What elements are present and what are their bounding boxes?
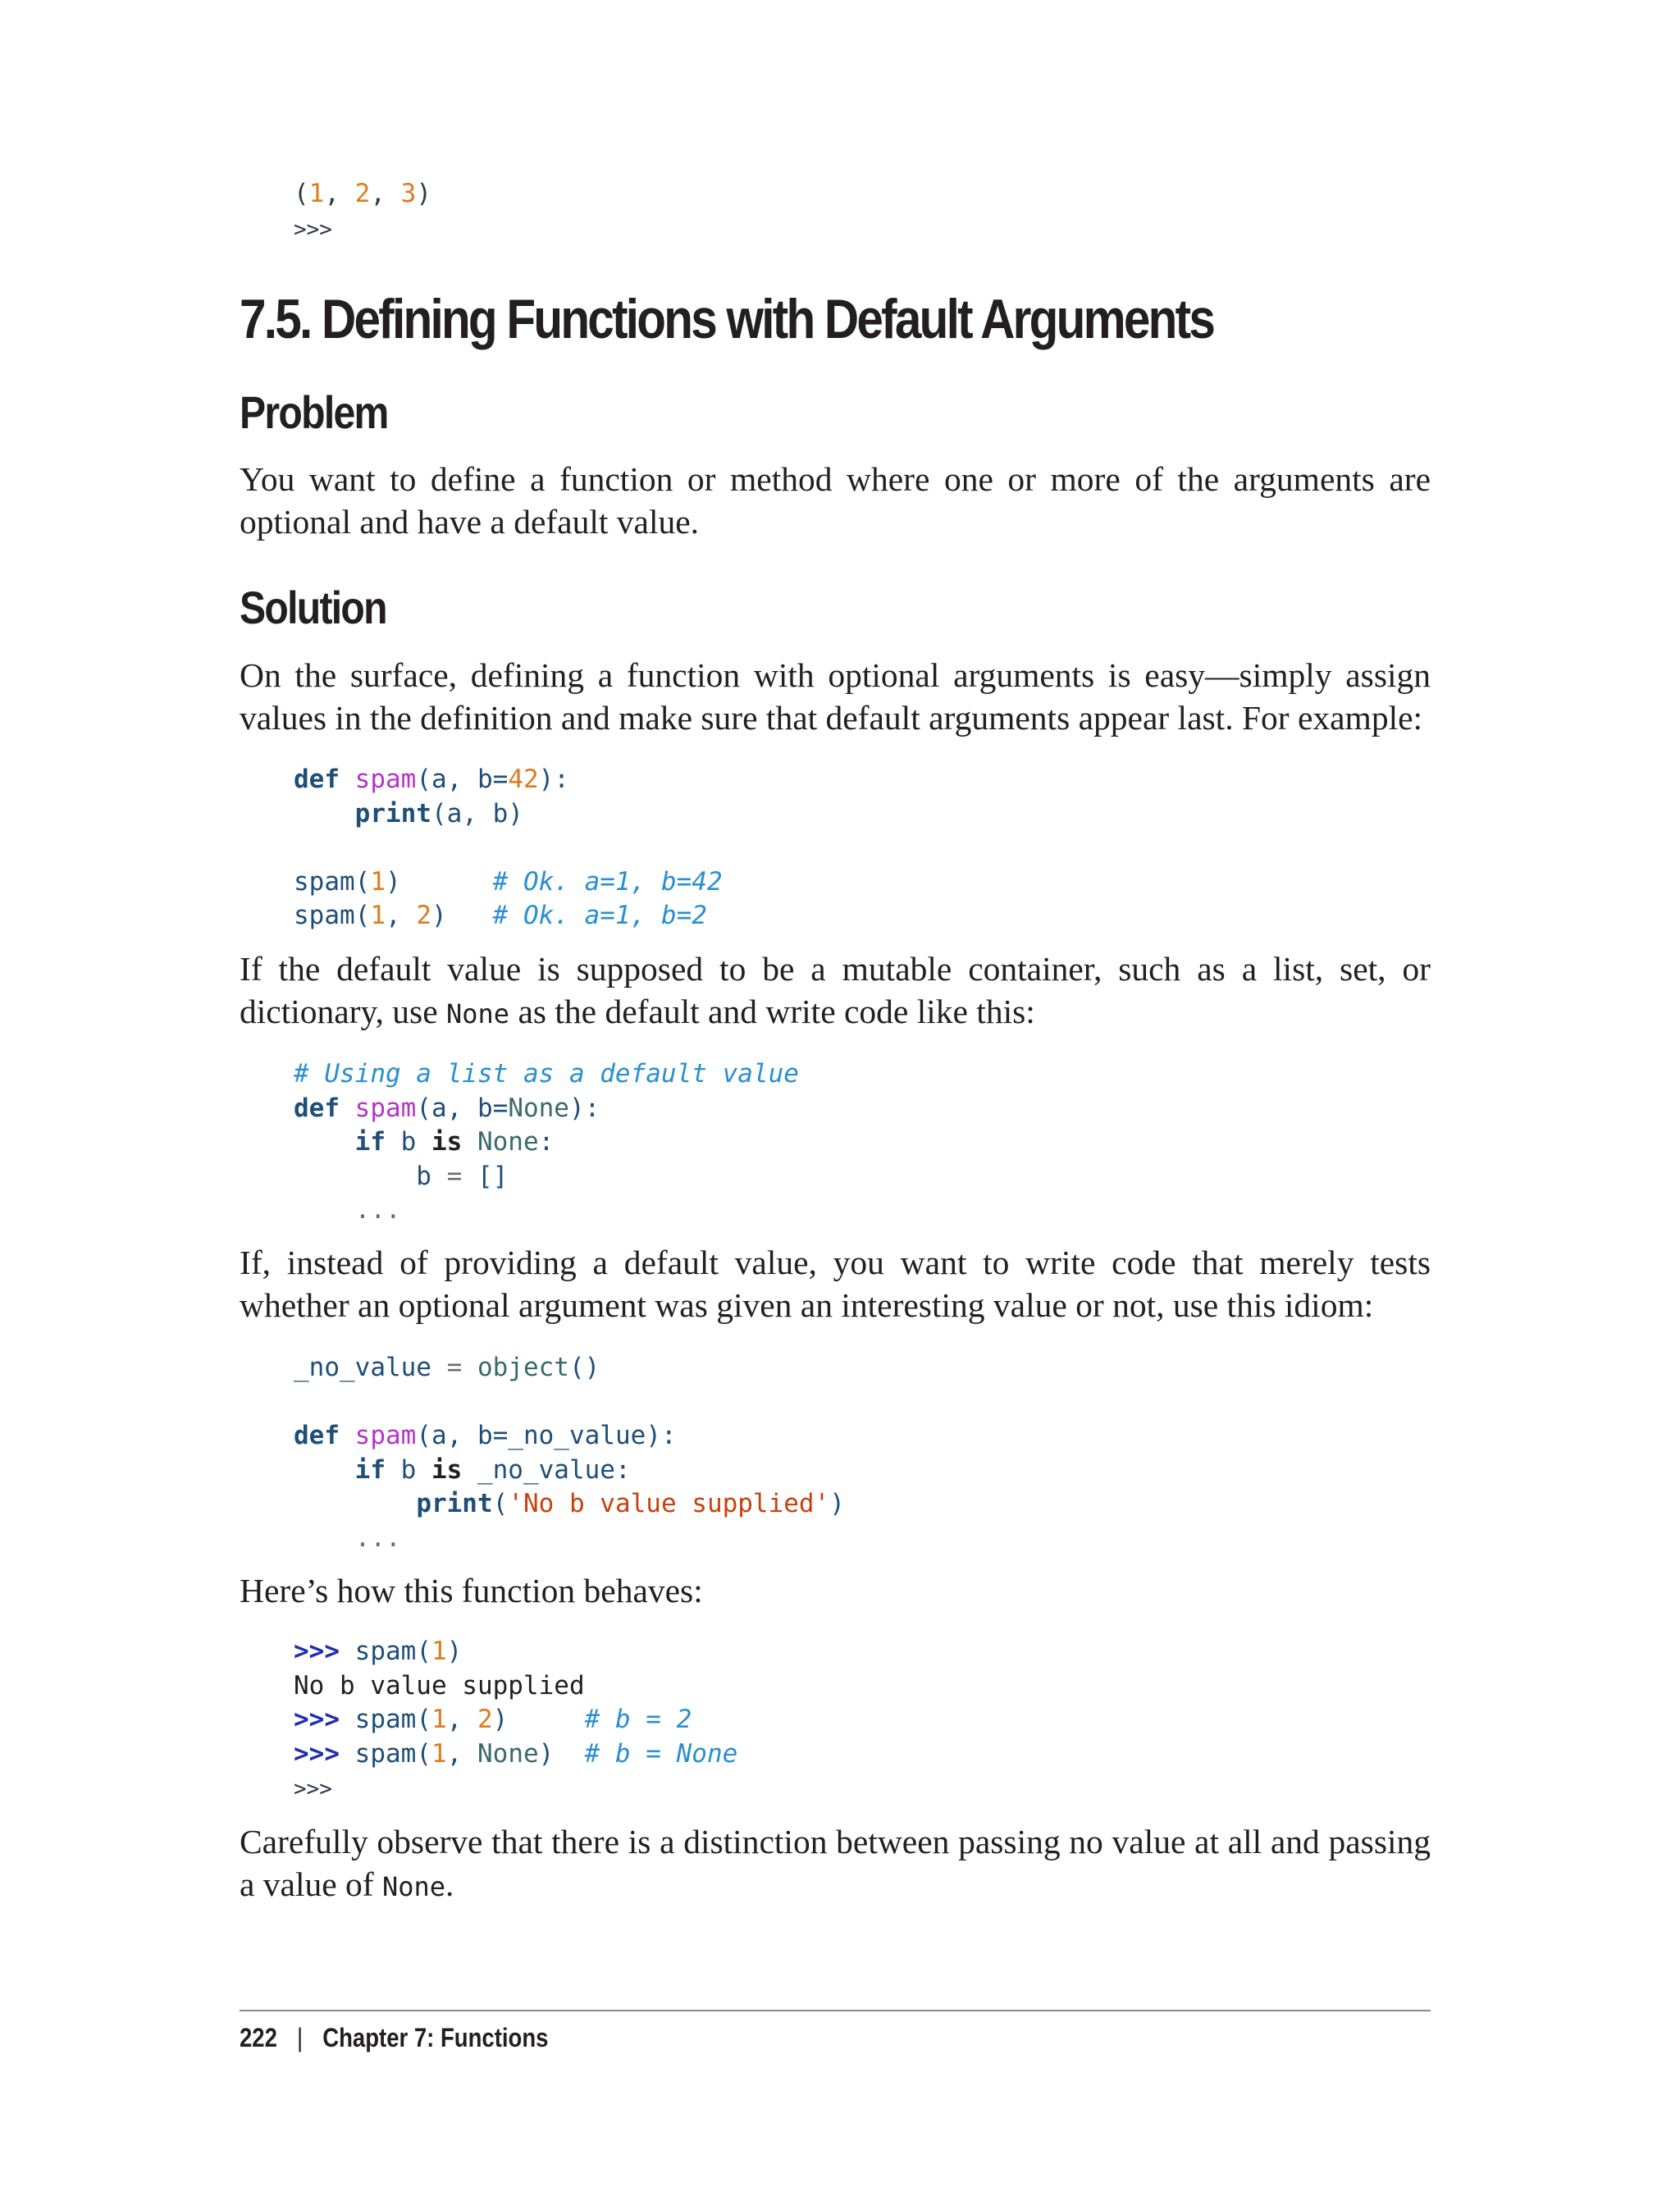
code-token: (a, b): [431, 798, 523, 829]
code-comment: # Using a list as a default value: [294, 1059, 799, 1089]
code-token: 3: [400, 179, 417, 208]
code-token: (: [416, 1637, 431, 1666]
code-token: spam: [294, 866, 355, 897]
code-string: 'No b value supplied': [508, 1489, 830, 1518]
code-token: None: [508, 1093, 569, 1123]
code-line: [294, 1635, 737, 1669]
code-token: None: [477, 1127, 539, 1157]
code-token: 1: [431, 1637, 447, 1666]
code-token: [462, 1353, 477, 1382]
code-line: [294, 797, 723, 832]
code-line: [294, 212, 431, 246]
code-prompt: >>>: [294, 1777, 332, 1801]
code-token: (: [354, 901, 371, 930]
code-token: ): [829, 1489, 845, 1518]
code-token: ,: [386, 901, 417, 930]
code-block-sentinel: [294, 1351, 845, 1555]
code-token: ,: [370, 179, 401, 208]
code-ellipsis: ...: [294, 1522, 401, 1553]
code-prompt: >>>: [294, 1738, 340, 1769]
problem-heading: Problem: [240, 386, 388, 438]
idiom-paragraph: If, instead of providing a default value, you want to write code that merely tests whether an optional argument was given an interesting value or not, use this idiom:: [240, 1244, 1431, 1324]
behaves-paragraph: Here’s how this function behaves:: [240, 1572, 703, 1609]
code-token: spam: [354, 1421, 417, 1450]
code-token: ):: [538, 765, 569, 794]
code-token: [340, 1739, 355, 1769]
code-token: def: [294, 765, 340, 794]
code-token: ,: [446, 1705, 477, 1734]
code-token: ,: [324, 179, 355, 208]
code-line: [294, 1669, 737, 1704]
code-token: 1: [308, 179, 325, 208]
problem-text: You want to define a function or method where one or more of the arguments are optional and have a default value.: [240, 460, 1431, 541]
code-line: [294, 1737, 737, 1772]
code-token: spam: [294, 901, 355, 930]
footer-rule: [240, 2010, 1431, 2011]
code-token: [462, 1127, 477, 1157]
code-token: (: [492, 1489, 509, 1518]
code-token: 2: [477, 1705, 493, 1734]
code-token: 1: [431, 1738, 447, 1769]
code-token: print: [416, 1489, 493, 1518]
code-line: [294, 865, 723, 900]
code-token: =: [446, 1353, 463, 1382]
code-token: []: [462, 1161, 509, 1191]
observe-text-before: Carefully observe that there is a distinction between passing no value at all and passing a value of: [240, 1823, 1431, 1903]
code-token: 1: [370, 901, 386, 930]
code-token: (: [416, 1705, 431, 1734]
mutable-text-before: If the default value is supposed to be a mutable container, such as a list, set, or dictionary, use: [240, 950, 1431, 1030]
code-token: b: [294, 1161, 447, 1191]
code-line: [294, 1057, 799, 1092]
code-token: print: [354, 798, 431, 829]
code-line: [294, 1194, 799, 1228]
code-token: is: [431, 1127, 463, 1157]
page-number: 222: [240, 2023, 277, 2052]
code-comment: # Ok. a=1, b=42: [492, 866, 723, 897]
code-line: [294, 1703, 737, 1737]
code-line: [294, 1160, 799, 1194]
code-line: [294, 1454, 845, 1488]
mutable-text-after: as the default and write code like this:: [509, 993, 1035, 1030]
code-token: ):: [568, 1093, 600, 1123]
code-block-spam-default: [294, 763, 723, 934]
code-token: def: [294, 1093, 340, 1123]
code-token: ): [492, 1705, 585, 1734]
code-comment: # b = 2: [584, 1705, 692, 1734]
code-token: spam: [354, 1093, 417, 1123]
chapter-title: Chapter 7: Functions: [322, 2023, 549, 2052]
observe-paragraph: [240, 1820, 1431, 1908]
code-token: 1: [431, 1705, 447, 1734]
code-token: 2: [416, 901, 431, 930]
code-block-repl: [294, 1635, 737, 1806]
code-token: :: [538, 1127, 555, 1157]
solution-intro: On the surface, defining a function with optional arguments is easy—simply assign values in the definition and make sure that default arguments appear last. For example:: [240, 656, 1431, 737]
code-line-blank: [294, 831, 723, 865]
code-token: (a, b=: [416, 765, 509, 794]
code-output: No b value supplied: [294, 1670, 585, 1701]
code-token: [340, 1637, 355, 1666]
code-line: [294, 899, 723, 934]
code-token: (: [294, 179, 309, 208]
code-token: ): [386, 866, 493, 897]
code-line: [294, 1125, 799, 1160]
section-title: 7.5. Defining Functions with Default Arguments: [240, 288, 1214, 350]
code-token: def: [294, 1421, 340, 1450]
code-token: ): [538, 1738, 585, 1769]
code-token: [340, 1705, 355, 1734]
footer-separator: |: [296, 2023, 304, 2052]
solution-heading: Solution: [240, 582, 386, 633]
code-comment: # b = None: [584, 1738, 738, 1769]
code-token: (a, b=: [416, 1093, 509, 1123]
code-token: if: [354, 1454, 386, 1485]
observe-text-after: .: [445, 1865, 454, 1903]
code-token: b: [385, 1127, 431, 1157]
code-token: ): [446, 1637, 463, 1666]
code-token: is: [431, 1454, 463, 1485]
code-line: [294, 1351, 845, 1386]
code-token: spam: [354, 1637, 417, 1666]
code-token: (a, b=_no_value):: [416, 1421, 677, 1450]
inline-code: None: [381, 1871, 446, 1902]
code-line: [294, 1522, 845, 1556]
code-line: [294, 1092, 799, 1126]
code-token: _no_value:: [462, 1454, 631, 1485]
code-prompt: >>>: [294, 1705, 340, 1734]
code-token: (: [354, 866, 371, 897]
code-token: [340, 1093, 355, 1123]
code-token: [340, 765, 355, 794]
code-token: spam: [354, 1705, 417, 1734]
code-token: if: [354, 1127, 386, 1157]
mutable-paragraph: [240, 947, 1431, 1035]
code-block-mutable-default: [294, 1057, 799, 1228]
code-token: (): [568, 1353, 600, 1382]
code-token: None: [477, 1738, 539, 1769]
code-token: ): [431, 901, 493, 930]
code-token: _no_value: [294, 1353, 447, 1382]
code-comment: # Ok. a=1, b=2: [492, 901, 707, 930]
code-token: [340, 1421, 355, 1450]
code-line: [294, 763, 723, 797]
code-token: 2: [354, 179, 371, 208]
code-token: spam: [354, 1738, 417, 1769]
code-token: =: [446, 1161, 463, 1191]
code-token: ,: [446, 1738, 477, 1769]
code-token: b: [385, 1454, 431, 1485]
code-prompt: >>>: [294, 1637, 340, 1666]
code-token: (: [416, 1738, 431, 1769]
code-line: [294, 1419, 845, 1454]
code-line-blank: [294, 1386, 845, 1420]
code-token: ): [416, 179, 432, 208]
code-ellipsis: ...: [294, 1195, 401, 1225]
code-line: [294, 1771, 737, 1806]
code-token: [294, 1127, 355, 1157]
page-footer: [240, 2023, 548, 2053]
code-line: [294, 177, 431, 212]
code-block-top: [294, 177, 431, 245]
code-prompt: >>>: [294, 217, 332, 242]
code-token: [294, 1489, 416, 1518]
code-token: [294, 799, 355, 829]
code-token: 1: [370, 866, 386, 897]
code-token: [294, 1455, 355, 1485]
code-token: object: [477, 1353, 569, 1382]
code-token: 42: [508, 765, 539, 794]
code-token: spam: [354, 765, 417, 794]
inline-code: None: [446, 998, 510, 1029]
code-line: [294, 1487, 845, 1522]
